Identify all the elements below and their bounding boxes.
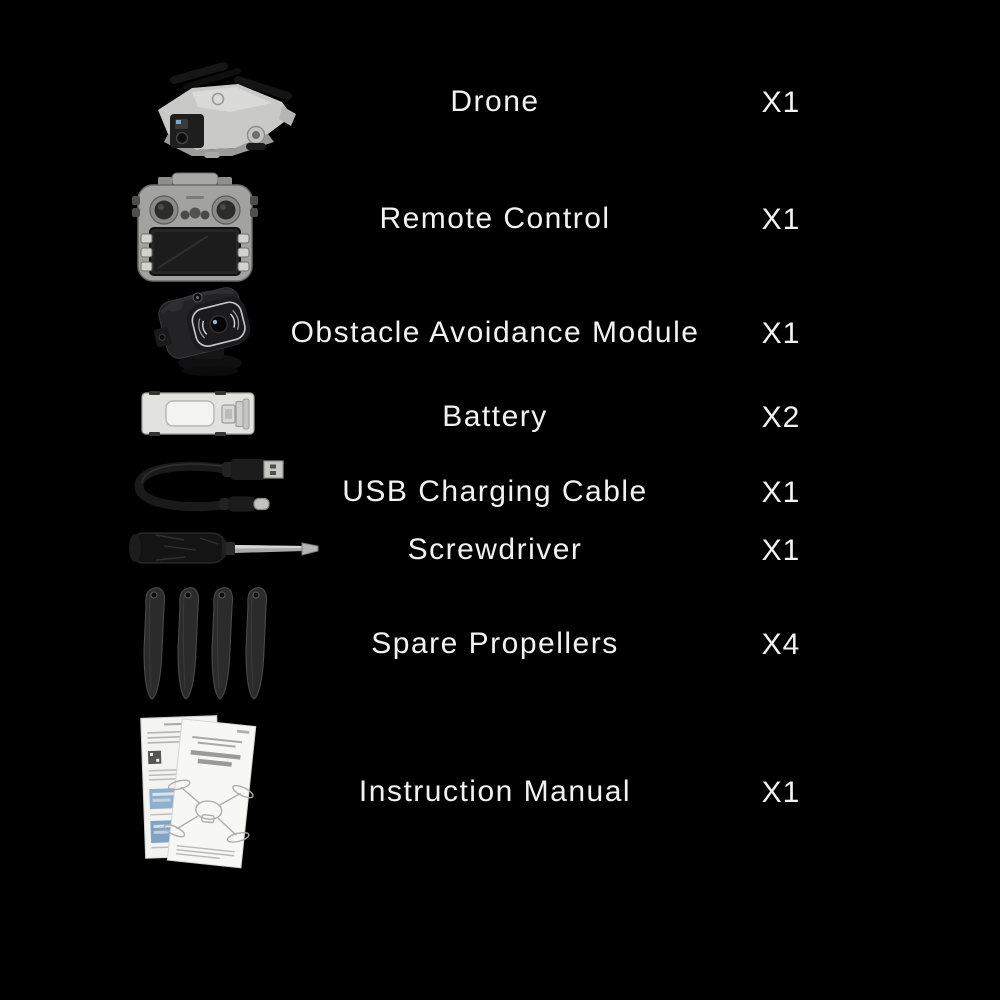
- item-label: Drone: [450, 85, 540, 118]
- item-quantity: X1: [761, 534, 801, 567]
- item-label: Instruction Manual: [358, 775, 632, 808]
- item-quantity: X1: [761, 317, 801, 350]
- item-quantity: X1: [761, 86, 801, 119]
- battery-image: [140, 389, 260, 439]
- item-quantity: X1: [761, 476, 801, 509]
- item-label: Battery: [442, 400, 548, 433]
- remote-control-image: [130, 172, 260, 284]
- item-quantity: X1: [761, 776, 801, 809]
- item-label: Spare Propellers: [371, 627, 619, 660]
- item-label: USB Charging Cable: [342, 475, 648, 508]
- item-label: Obstacle Avoidance Module: [290, 316, 700, 349]
- item-quantity: X4: [761, 628, 801, 661]
- item-quantity: X1: [761, 203, 801, 236]
- item-label: Screwdriver: [407, 533, 583, 566]
- item-quantity: X2: [761, 401, 801, 434]
- instruction-manual-image: [140, 712, 268, 874]
- item-label: Remote Control: [379, 202, 611, 235]
